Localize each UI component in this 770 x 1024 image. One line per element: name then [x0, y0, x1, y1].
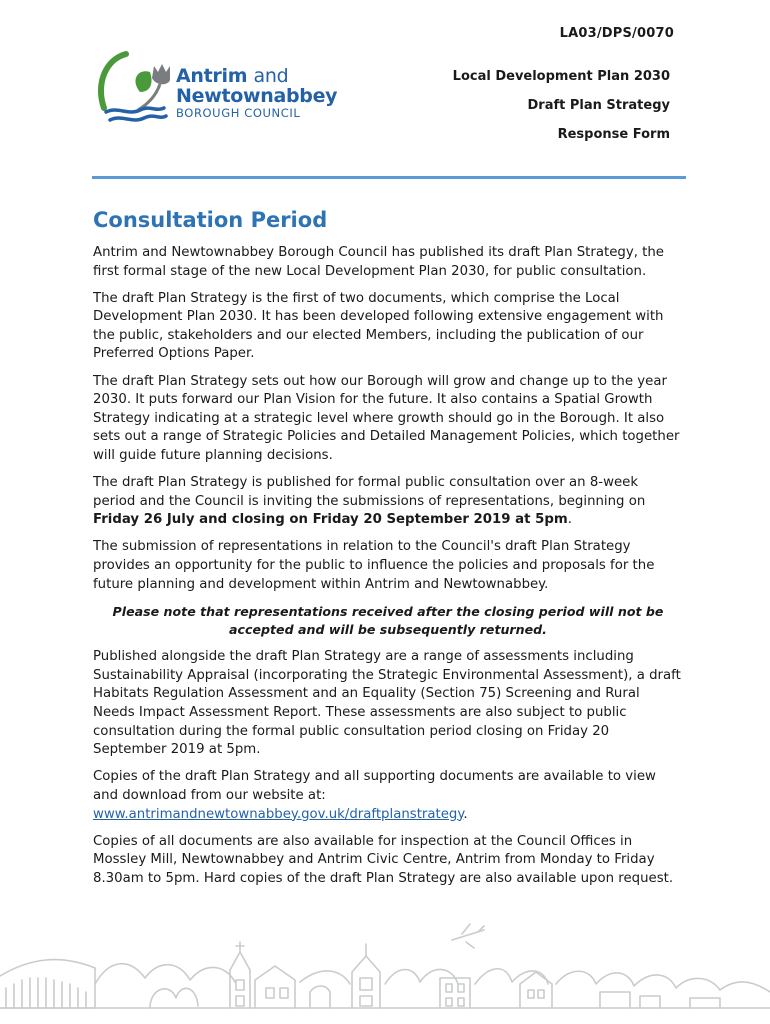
- website-link[interactable]: www.antrimandnewtownabbey.gov.uk/draftplanstrategy: [93, 806, 464, 822]
- reference-code: LA03/DPS/0070: [559, 26, 674, 41]
- paragraph-inspection: Copies of all documents are also available for inspection at the Council Offices in Mossley Mill, Newtownabbey and Antrim Civic Centre, Antrim from Monday to Friday 8.30am to 5pm. Hard copies of the draft Plan Strategy are also available upon request.: [93, 833, 674, 886]
- logo-wordmark: [176, 66, 337, 120]
- paragraph-assessments: Published alongside the draft Plan Strategy are a range of assessments including Sustainability Appraisal (incorporating the Strategic Environmental Assessment), a draft Habitats Regulation Assessment and an Equality (Section 75) Screening and Rural Needs Impact Assessment Report. These assessments are also subject to public consultation during the formal public consultation period closing on Friday 20 September 2019 at 5pm.: [93, 649, 681, 758]
- logo-emblem-icon: [94, 50, 178, 130]
- logo-name-antrim: Antrim: [176, 65, 248, 87]
- downloads-end: .: [463, 806, 468, 822]
- paragraph-intro: Antrim and Newtownabbey Borough Council has published its draft Plan Strategy, the first formal stage of the new Local Development Plan 2030, for public consultation.: [93, 245, 664, 279]
- header-divider: [92, 176, 686, 179]
- paragraph-representations: The submission of representations in relation to the Council's draft Plan Strategy provides an opportunity for the public to influence the policies and proposals for the future planning and development within Antrim and Newtownabbey.: [93, 539, 655, 592]
- paragraph-consultation-dates: [93, 474, 683, 530]
- logo-name-borough-council: BOROUGH COUNCIL: [176, 106, 301, 120]
- header-plan-title: Local Development Plan 2030: [452, 69, 670, 84]
- section-title: Consultation Period: [93, 208, 328, 232]
- logo-name-newtownabbey: Newtownabbey: [176, 85, 338, 107]
- closing-period-note: Please note that representations received after the closing period will not be accepted and will be subsequently returned.: [112, 603, 664, 638]
- paragraph-downloads: [93, 768, 683, 824]
- downloads-text: Copies of the draft Plan Strategy and all supporting documents are available to view and download from our website at:: [93, 769, 656, 803]
- paragraph-documents: The draft Plan Strategy is the first of two documents, which comprise the Local Development Plan 2030. It has been developed following extensive engagement with the public, stakeholders and our elected Members, including the publication of our Preferred Options Paper.: [93, 290, 664, 362]
- document-body: [93, 206, 683, 897]
- document-header: [453, 70, 670, 157]
- skyline-illustration-icon: [0, 918, 770, 1024]
- consultation-end: .: [567, 512, 572, 528]
- header-strategy-title: Draft Plan Strategy: [527, 98, 670, 113]
- consultation-text: The draft Plan Strategy is published for formal public consultation over an 8-week period and the Council is inviting the submissions of representations, beginning on: [93, 475, 646, 509]
- council-logo: [94, 50, 364, 130]
- logo-name-and: and: [253, 65, 289, 87]
- header-form-title: Response Form: [557, 127, 670, 142]
- consultation-dates: Friday 26 July and closing on Friday 20 September 2019 at 5pm: [93, 512, 568, 528]
- paragraph-strategy: The draft Plan Strategy sets out how our Borough will grow and change up to the year 2030. It puts forward our Plan Vision for the future. It also contains a Spatial Growth Strategy indicating at a strategic level where growth should go in the Borough. It also sets out a range of Strategic Policies and Detailed Management Policies, which together will guide future planning decisions.: [93, 373, 680, 463]
